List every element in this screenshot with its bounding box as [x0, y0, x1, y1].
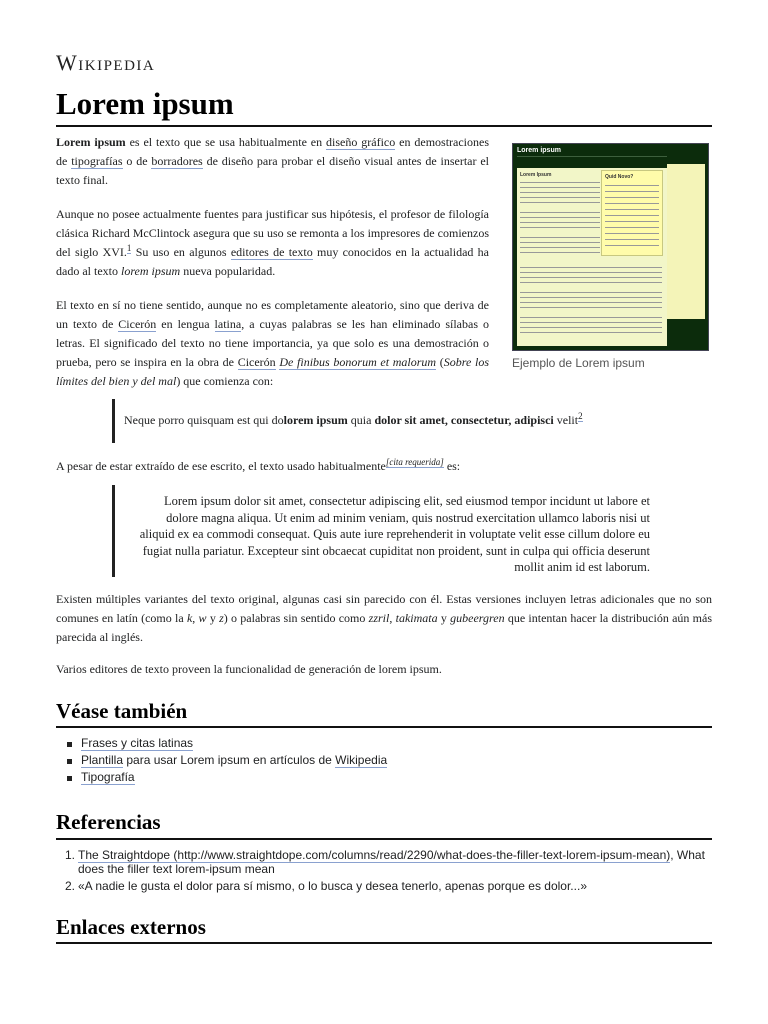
reference-item: [56, 879, 712, 893]
thumb-title: Lorem ipsum: [517, 147, 561, 154]
section-divider: [56, 726, 712, 728]
text: nueva popularidad.: [180, 264, 276, 278]
text: A pesar de estar extraído de ese escrito, el texto usado habitualmente: [56, 459, 386, 473]
thumb-sidebox-title: Quid Novo?: [605, 174, 634, 180]
text: para usar Lorem ipsum en artículos de: [123, 753, 336, 767]
text: es el texto que se usa habitualmente en: [125, 135, 327, 149]
article-intro: [56, 133, 489, 406]
text: ,: [389, 611, 396, 625]
link-latina[interactable]: latina: [214, 317, 242, 331]
thumb-line: [520, 282, 662, 283]
thumb-line: [520, 317, 662, 318]
list-item: [56, 752, 387, 769]
quote-2-text: Lorem ipsum dolor sit amet, consectetur adipiscing elit, sed eiusmod tempor incidunt ut labore et dolore magna aliqua. Ut enim ad minim veniam, quis nostrud exercitation ullamco laboris nisi ut aliquid ex ea commodi consequat. Quis aute iure reprehenderit in voluptate velit esse cillum dolore eu fugiat nulla pariatur. Excepteur sint obcaecat cupiditat non proident, sunt in culpa qui officia deserunt mollit anim id est laborum.: [139, 494, 650, 574]
thumb-line: [520, 272, 662, 273]
thumb-line: [520, 302, 662, 303]
thumb-line: [605, 245, 659, 246]
section-divider: [56, 942, 712, 944]
emphasis: takimata: [395, 611, 438, 625]
emphasis: De finibus bonorum et malorum: [279, 355, 437, 369]
thumb-line: [605, 191, 659, 192]
text: y: [437, 611, 451, 625]
thumb-line: [605, 239, 659, 240]
emphasis: w: [198, 611, 207, 625]
thumb-line: [605, 197, 659, 198]
thumb-line: [605, 215, 659, 216]
paragraph-6: Varios editores de texto proveen la funcionalidad de generación de lorem ipsum.: [56, 662, 442, 676]
text: de diseño para probar el diseño visual antes de insertar el texto final.: [56, 154, 490, 187]
emphasis: gubeergren: [450, 611, 505, 625]
thumb-line: [520, 217, 600, 218]
thumb-line: [520, 297, 662, 298]
thumb-line: [520, 332, 662, 333]
link-wikipedia[interactable]: Wikipedia: [335, 753, 388, 767]
thumb-side-menu: [667, 164, 705, 319]
ref-1-link[interactable]: 1: [126, 243, 132, 253]
thumb-subtitle-bar: [517, 156, 667, 166]
figure-caption: Ejemplo de Lorem ipsum: [512, 356, 645, 370]
link-tipografias[interactable]: tipografías: [71, 154, 123, 168]
thumb-line: [520, 202, 600, 203]
emphasis: zzril: [368, 611, 390, 625]
text: ,: [192, 611, 199, 625]
thumb-line: [605, 185, 659, 186]
text: y: [206, 611, 220, 625]
page-title: Lorem ipsum: [56, 86, 234, 121]
heading-enlaces-externos: Enlaces externos: [56, 915, 206, 939]
emphasis: Sobre los límites del bien y del mal: [56, 355, 490, 388]
text: ) que comienza con:: [176, 374, 274, 388]
thumb-line: [605, 209, 659, 210]
section-divider: [56, 838, 712, 840]
text: en demostraciones de: [56, 135, 490, 168]
thumb-line: [520, 182, 600, 183]
see-also-list: [56, 735, 387, 786]
ref-2-link[interactable]: 2: [578, 411, 583, 421]
thumb-line: [520, 187, 600, 188]
text: velit: [553, 413, 579, 427]
thumb-line: [520, 267, 662, 268]
thumb-line: [520, 307, 662, 308]
thumb-line: [520, 292, 662, 293]
text: es:: [443, 459, 461, 473]
reference-number: 1.: [65, 848, 76, 862]
text: , a cuyas palabras se les han eliminado sílabas o letras. El significado del texto no tiene importancia, ya que solo es una demostración o prueba, pero se inspira en la obra de: [56, 317, 489, 369]
thumb-panel-title: Lorem Ipsum: [520, 172, 552, 178]
text: (: [436, 355, 444, 369]
paragraph-5: [56, 590, 712, 647]
thumb-line: [520, 192, 600, 193]
bold-text: dolor sit amet, consectetur, adipisci: [374, 413, 554, 427]
text: que intentan hacer la distribución aún más parecida al inglés.: [56, 611, 713, 644]
link-tipografia[interactable]: Tipografía: [81, 770, 135, 784]
link-plantilla[interactable]: Plantilla: [81, 753, 124, 767]
thumb-line: [520, 252, 600, 253]
paragraph-3: [56, 296, 489, 391]
thumb-line: [520, 212, 600, 213]
thumb-line: [520, 197, 600, 198]
text: «A nadie le gusta el dolor para sí mismo, o lo busca y desea tenerlo, apenas porque es dolor...»: [78, 879, 587, 893]
text: Su uso en algunos: [131, 245, 231, 259]
paragraph-4: [56, 457, 712, 476]
thumb-line: [605, 203, 659, 204]
text: o de: [122, 154, 152, 168]
text: ) o palabras sin sentido como: [223, 611, 369, 625]
emphasis: z: [219, 611, 224, 625]
quote-1: [112, 399, 675, 443]
wikipedia-logo[interactable]: Wikipedia: [56, 50, 156, 75]
text: Neque porro quisquam est qui do: [124, 413, 284, 427]
bold-text: lorem ipsum: [283, 413, 348, 427]
thumb-line: [520, 242, 600, 243]
reference-external-link[interactable]: The Straightdope (http://www.straightdope.com/columns/read/2290/what-does-the-filler-text-lorem-ipsum-mean): [78, 848, 671, 862]
heading-referencias: Referencias: [56, 810, 161, 834]
title-divider: [56, 125, 712, 127]
thumb-line: [520, 327, 662, 328]
text: quia: [347, 413, 375, 427]
references-list: [56, 848, 712, 896]
link-borradores[interactable]: borradores: [151, 154, 203, 168]
thumbnail-image[interactable]: [512, 143, 709, 351]
citation-needed-link[interactable]: [cita requerida]: [385, 457, 444, 467]
thumb-line: [520, 247, 600, 248]
link-frases-citas-latinas[interactable]: Frases y citas latinas: [81, 736, 194, 750]
thumb-line: [605, 233, 659, 234]
link-diseno-grafico[interactable]: diseño gráfico: [326, 135, 396, 149]
heading-vease-tambien: Véase también: [56, 699, 188, 723]
text: , What does the filler text lorem-ipsum mean: [78, 848, 705, 876]
thumb-line: [520, 237, 600, 238]
thumb-line: [520, 222, 600, 223]
paragraph-1: [56, 133, 489, 190]
thumbnail-figure: [512, 143, 712, 371]
reference-item: [56, 848, 712, 876]
reference-number: 2.: [65, 879, 76, 893]
thumb-line: [520, 227, 600, 228]
text: Existen múltiples variantes del texto original, algunas casi sin parecido con él. Estas versiones incluyen letras adicionales que no son comunes en latín (como la: [56, 592, 712, 625]
list-item: [56, 735, 387, 752]
paragraph-2: [56, 205, 489, 281]
quote-1-text: [124, 411, 583, 429]
link-de-finibus[interactable]: [279, 355, 436, 370]
text: en lengua: [156, 317, 215, 331]
thumb-line: [520, 322, 662, 323]
thumb-line: [605, 221, 659, 222]
text: El texto en sí no tiene sentido, aunque no es completamente aleatorio, sino que deriva de un texto de: [56, 298, 489, 331]
thumb-line: [605, 227, 659, 228]
emphasis: k: [186, 611, 193, 625]
link-ciceron[interactable]: Cicerón: [118, 317, 157, 331]
text: Aunque no posee actualmente fuentes para justificar sus hipótesis, el profesor de filología clásica Richard McClintock asegura que su uso se remonta a los impresores de comienzos del siglo XVI.: [56, 207, 489, 259]
thumb-sidebox: [601, 170, 663, 256]
quote-2: [112, 485, 650, 577]
text: muy conocidos en la actualidad ha dado al texto: [56, 245, 490, 278]
link-editores-de-texto[interactable]: editores de texto: [230, 245, 313, 259]
list-item: [56, 769, 387, 786]
link-ciceron-2[interactable]: Cicerón: [237, 355, 276, 369]
lead-term: Lorem ipsum: [56, 135, 126, 149]
thumb-line: [520, 277, 662, 278]
emphasis: lorem ipsum: [120, 264, 181, 278]
